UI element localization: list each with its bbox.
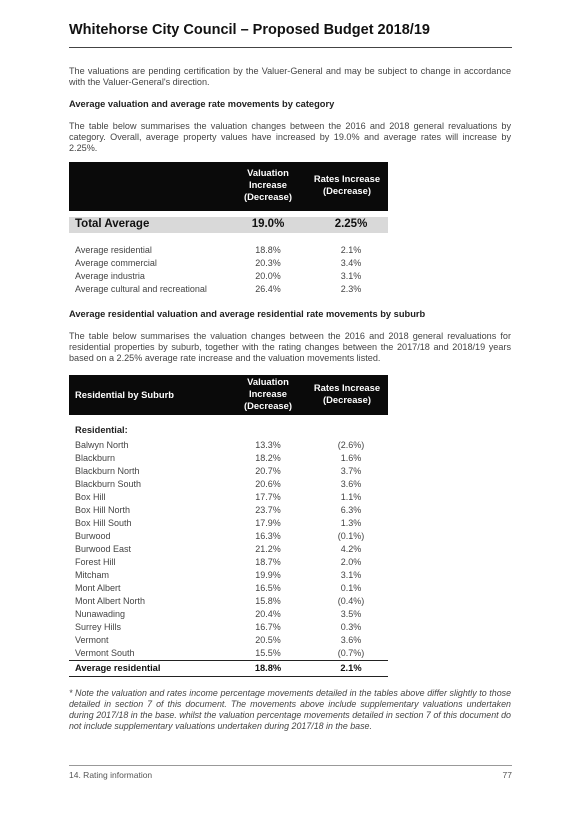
table-row: Average cultural and recreational 26.4% 2.3% (75, 284, 362, 294)
document-title: Whitehorse City Council – Proposed Budget 2018/19 (69, 22, 430, 38)
suburb-heading: Average residential valuation and average residential rate movements by suburb (69, 309, 426, 319)
table-row: Box Hill South 17.9% 1.3% (75, 518, 362, 528)
suburb-table-header (69, 375, 388, 415)
table-row: Box Hill 17.7% 1.1% (75, 492, 362, 502)
table-row: Vermont South 15.5% (0.7%) (75, 648, 365, 658)
table-row: Blackburn 18.2% 1.6% (75, 453, 362, 463)
category-rates-header: Rates Increase (Decrease) (313, 173, 381, 196)
category-valuation-header: Valuation Increase (Decrease) (244, 167, 292, 202)
table-row: Average residential 18.8% 2.1% (75, 245, 362, 255)
footer-section-label: 14. Rating information (69, 770, 153, 780)
table-row: Burwood 16.3% (0.1%) (75, 531, 365, 541)
table-row: Nunawading 20.4% 3.5% (75, 609, 362, 619)
suburb-valuation-header: Valuation Increase (Decrease) (244, 376, 292, 411)
suburb-rates-header: Rates Increase (Decrease) (313, 382, 381, 405)
table-row: Mitcham 19.9% 3.1% (75, 570, 362, 580)
page-number: 77 (502, 770, 512, 780)
title-divider (69, 47, 512, 48)
average-residential-row (69, 660, 388, 677)
intro-paragraph: The valuations are pending certification by the Valuer-General and may be subject to change in accordance with the Valuer-General's direction. (69, 66, 511, 87)
table-row: Average industria 20.0% 3.1% (75, 271, 362, 281)
table-row: Surrey Hills 16.7% 0.3% (75, 622, 362, 632)
total-average-label: Total Average (75, 218, 150, 230)
residential-subheading: Residential: (75, 425, 128, 435)
suburb-paragraph: The table below summarises the valuation changes between the 2016 and 2018 general revaluations for residential properties by suburb, together with the rating changes between the 2017/18 and 2018/19 years based on a 2.25% average rate increase and the valuation movements listed. (69, 331, 511, 363)
average-residential-rates: 2.1% (340, 663, 362, 673)
category-heading: Average valuation and average rate movements by category (69, 99, 335, 109)
table-row: Forest Hill 18.7% 2.0% (75, 557, 362, 567)
table-row: Blackburn North 20.7% 3.7% (75, 466, 362, 476)
table-row: Balwyn North 13.3% (2.6%) (75, 440, 365, 450)
table-row: Blackburn South 20.6% 3.6% (75, 479, 362, 489)
total-average-rates: 2.25% (334, 218, 368, 230)
footer-divider (69, 765, 512, 766)
table-row: Burwood East 21.2% 4.2% (75, 544, 362, 554)
total-average-row (69, 217, 388, 233)
table-row: Vermont 20.5% 3.6% (75, 635, 362, 645)
footnote: * Note the valuation and rates income percentage movements detailed in the tables above differ slightly to those detailed in section 7 of this document. The movements above include supplementary valuations undertaken during 2017/18 in the base. whilst the valuation percentage movements detailed in section 7 of this document do not include supplementary valuations undertaken during 2017/18 in the base. (69, 688, 511, 731)
total-average-valuation: 19.0% (251, 218, 285, 230)
category-table-header (69, 162, 388, 211)
suburb-column-header: Residential by Suburb (75, 389, 174, 400)
category-paragraph: The table below summarises the valuation changes between the 2016 and 2018 general revaluations by category. Overall, average property values have increased by 19.0% and average rates will increase by 2.25%. (69, 121, 511, 153)
average-residential-label: Average residential (75, 663, 161, 673)
table-row: Average commercial 20.3% 3.4% (75, 258, 362, 268)
average-residential-valuation: 18.8% (254, 663, 282, 673)
table-row: Mont Albert North 15.8% (0.4%) (75, 596, 365, 606)
table-row: Box Hill North 23.7% 6.3% (75, 505, 362, 515)
table-row: Mont Albert 16.5% 0.1% (75, 583, 362, 593)
